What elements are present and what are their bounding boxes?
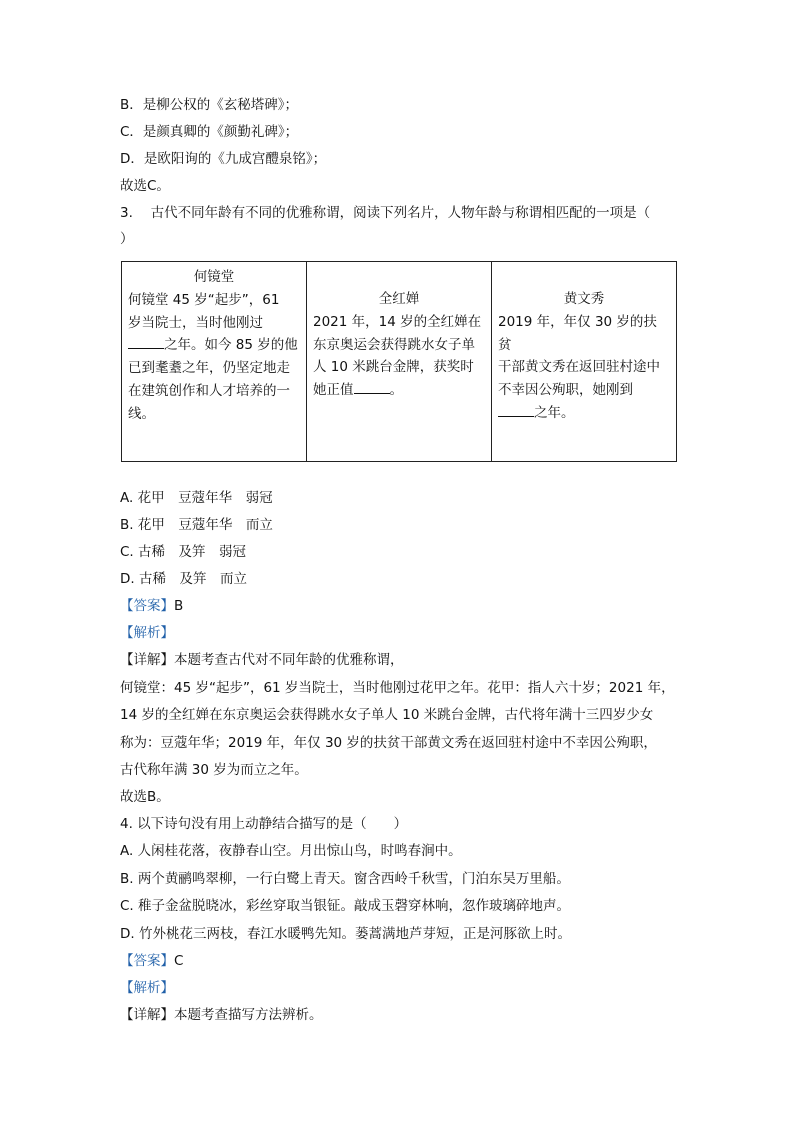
q4-analysis-tag: 【解析】 bbox=[120, 980, 174, 996]
q3-conclusion: 故选B。 bbox=[120, 789, 170, 805]
card-text-line: 线。 bbox=[128, 405, 155, 422]
q4-detail bbox=[120, 1005, 323, 1025]
card-quan-hongchan: 全红婵 2021 年，14 岁的全红婵在 东京奥运会获得跳水女子单 人 10 米跳台金牌，获奖时 她正值 。 bbox=[307, 262, 492, 462]
card-name: 何镜堂 bbox=[193, 269, 235, 285]
answer-value: C bbox=[174, 953, 184, 969]
q3-explanation-line: 称为：豆蔻年华；2019 年，年仅 30 岁的扶贫干部黄文秀在返回驻村途中不幸因公殉职， bbox=[120, 735, 657, 751]
q3-explanation-line: 何镜堂：45 岁“起步”，61 岁当院士，当时他刚过花甲之年。花甲：指人六十岁；2021 年， bbox=[120, 680, 675, 696]
answer-tag: 【答案】 bbox=[120, 953, 174, 969]
q3-option-d: D. 古稀 及笄 而立 bbox=[120, 571, 247, 587]
card-he-jingtang bbox=[122, 262, 307, 462]
q3-stem-bracket: ） bbox=[120, 231, 134, 247]
name-card-table bbox=[121, 261, 677, 462]
q3-answer bbox=[120, 596, 183, 616]
q4-option-a: A. 人闲桂花落，夜静春山空。月出惊山鸟，时鸣春涧中。 bbox=[120, 843, 462, 859]
q3-option-b: B. 花甲 豆蔻年华 而立 bbox=[120, 517, 273, 533]
card-text-line: 2019 年，年仅 30 岁的扶贫 bbox=[498, 313, 657, 353]
fill-blank bbox=[498, 402, 534, 417]
card-name: 黄文秀 bbox=[563, 291, 605, 307]
detail-tag: 【详解】 bbox=[120, 652, 174, 668]
q3-option-a: A. 花甲 豆蔻年华 弱冠 bbox=[120, 490, 273, 506]
card-text-line: 之年。如今 85 岁的他 bbox=[164, 337, 298, 354]
card-text-line: 2021 年，14 岁的全红婵在 bbox=[313, 313, 482, 330]
q4-option-b: B. 两个黄鹂鸣翠柳，一行白鹭上青天。窗含西岭千秋雪，门泊东吴万里船。 bbox=[120, 871, 570, 887]
card-text-line: 人 10 米跳台金牌，获奖时 bbox=[313, 359, 474, 376]
answer-value: B bbox=[174, 598, 184, 614]
card-text-line: 岁当院士，当时他刚过 bbox=[128, 314, 263, 331]
detail-text: 本题考查古代对不同年龄的优雅称谓， bbox=[174, 652, 404, 668]
prev-option-d: D．是欧阳询的《九成宫醴泉铭》； bbox=[120, 151, 327, 167]
prev-option-c: C．是颜真卿的《颜勤礼碑》； bbox=[120, 124, 299, 140]
q3-stem: 3. 古代不同年龄有不同的优雅称谓，阅读下列名片，人物年龄与称谓相匹配的一项是（ bbox=[120, 205, 651, 221]
q3-explanation-line: 古代称年满 30 岁为而立之年。 bbox=[120, 762, 308, 778]
q4-option-c: C. 稚子金盆脱晓冰，彩丝穿取当银钲。敲成玉磬穿林响，忽作玻璃碎地声。 bbox=[120, 898, 571, 914]
fill-blank bbox=[354, 379, 390, 394]
q4-stem: 4. 以下诗句没有用上动静结合描写的是（ ） bbox=[120, 816, 408, 832]
card-text-line: 在建筑创作和人才培养的一 bbox=[128, 382, 290, 399]
card-text-line: 干部黄文秀在返回驻村途中 bbox=[498, 359, 660, 376]
card-text-line: 东京奥运会获得跳水女子单 bbox=[313, 336, 475, 353]
detail-tag: 【详解】 bbox=[120, 1007, 174, 1023]
q3-explanation-line: 14 岁的全红婵在东京奥运会获得跳水女子单人 10 米跳台金牌，古代将年满十三四岁少女 bbox=[120, 707, 654, 723]
card-name: 全红婵 bbox=[378, 291, 420, 307]
card-huang-wenxiu bbox=[492, 262, 677, 462]
card-text-line: 之年。 bbox=[534, 404, 575, 421]
q3-detail bbox=[120, 650, 404, 670]
fill-blank bbox=[128, 334, 164, 349]
card-text-line: 不幸因公殉职，她刚到 bbox=[498, 382, 633, 399]
q3-option-c: C. 古稀 及笄 弱冠 bbox=[120, 544, 247, 560]
answer-tag: 【答案】 bbox=[120, 598, 174, 614]
card-text-line: 何镜堂 45 岁“起步”，61 bbox=[128, 291, 280, 308]
detail-text: 本题考查描写方法辨析。 bbox=[174, 1007, 323, 1023]
q3-analysis-tag: 【解析】 bbox=[120, 625, 174, 641]
prev-conclusion: 故选C。 bbox=[120, 178, 170, 194]
card-text-line: 已到耄耋之年，仍坚定地走 bbox=[128, 360, 290, 377]
prev-option-b: B．是柳公权的《玄秘塔碑》； bbox=[120, 97, 299, 113]
card-text-line: 她正值 bbox=[313, 382, 354, 399]
q4-option-d: D. 竹外桃花三两枝，春江水暖鸭先知。蒌蒿满地芦芽短，正是河豚欲上时。 bbox=[120, 926, 571, 942]
q4-answer bbox=[120, 951, 183, 971]
